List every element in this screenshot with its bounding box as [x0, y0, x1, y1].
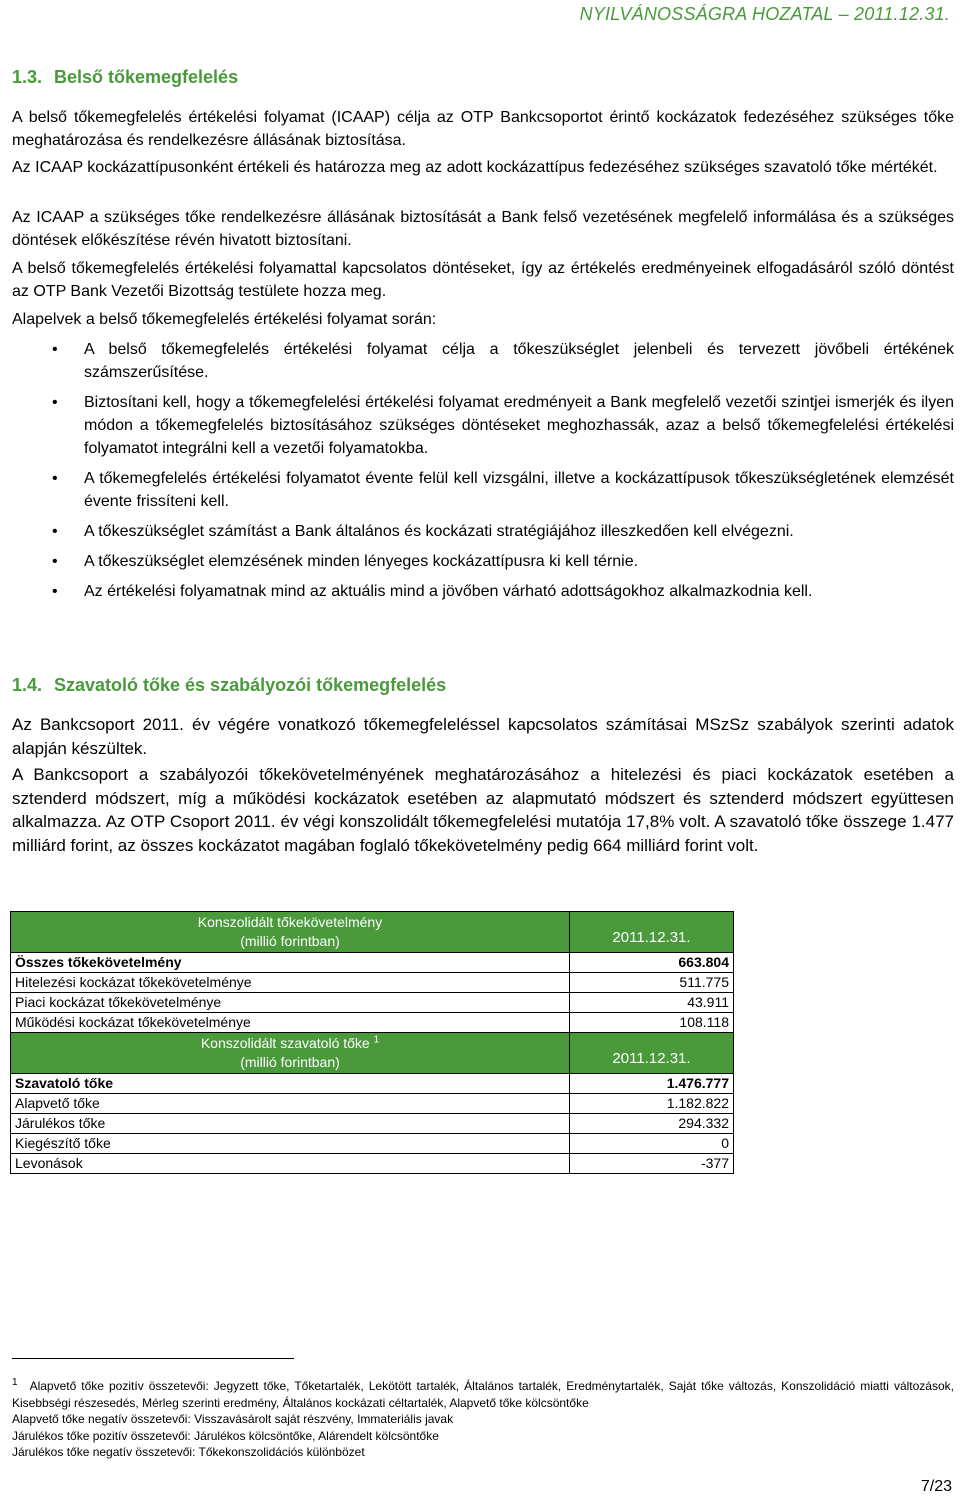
table-row: [11, 953, 734, 973]
section-number: 1.3.: [12, 67, 43, 87]
row-label: Levonások: [11, 1154, 570, 1174]
header-line: Konszolidált tőkekövetelmény: [197, 914, 383, 930]
row-value: 108.118: [570, 1013, 734, 1033]
section-title: Belső tőkemegfelelés: [54, 67, 239, 87]
row-label: Összes tőkekövetelmény: [11, 953, 570, 973]
footnote-line: Járulékos tőke negatív összetevői: Tőkekonszolidációs különbözet: [12, 1445, 365, 1459]
row-label: Piaci kockázat tőkekövetelménye: [11, 993, 570, 1013]
table-row: [11, 973, 734, 993]
table-row: [11, 1134, 734, 1154]
header-line: (millió forintban): [240, 1054, 340, 1070]
table-header-date: 2011.12.31.: [570, 1033, 734, 1074]
table-row: [11, 993, 734, 1013]
footnote-marker: 1: [12, 1377, 18, 1388]
page-number: 7/23: [920, 1478, 952, 1495]
paragraph: A belső tőkemegfelelés értékelési folyamattal kapcsolatos döntéseket, így az értékelés eredményeinek elfogadásáról szóló döntést az OTP Bank Vezetői Bizottság testülete hozza meg.: [12, 260, 954, 300]
section-heading-1-3: [12, 67, 238, 88]
paragraph: Az Bankcsoport 2011. év végére vonatkozó tőkemegfeleléssel kapcsolatos számításai MSzSz szabályok szerinti adatok alapján készültek.: [12, 715, 954, 758]
list-item: • Az értékelési folyamatnak mind az aktuális mind a jövőben várható adottságokhoz alkalmazkodnia kell.: [12, 580, 954, 603]
footnote-ref: 1: [373, 1034, 380, 1046]
row-label: Hitelezési kockázat tőkekövetelménye: [11, 973, 570, 993]
footnote-text: Alapvető tőke pozitív összetevői: Jegyzett tőke, Tőketartalék, Lekötött tartalék, Általános tartalék, Eredménytartalék, Saját tőke változás, Konszolidáció miatti változások, Kisebbségi részesedés, Mérleg szerinti eredmény, Általános kockázati céltartalék, Alapvető tőke kölcsöntőke: [12, 1379, 954, 1410]
row-value: -377: [570, 1154, 734, 1174]
footnote-line: Járulékos tőke pozitív összetevői: Járulékos kölcsöntőke, Alárendelt kölcsöntőke: [12, 1428, 439, 1443]
footnote-separator: [12, 1358, 294, 1359]
row-value: 0: [570, 1134, 734, 1154]
section-number: 1.4.: [12, 675, 43, 695]
row-value: 43.911: [570, 993, 734, 1013]
row-label: Szavatoló tőke: [11, 1074, 570, 1094]
own-funds-table: [10, 1032, 734, 1174]
footnote-line: [12, 1378, 954, 1411]
row-label: Kiegészítő tőke: [11, 1134, 570, 1154]
list-item: • A belső tőkemegfelelés értékelési folyamat célja a tőkeszükséglet jelenbeli és tervezett jövőbeli értékének számszerűsítése.: [12, 338, 954, 384]
row-value: 511.775: [570, 973, 734, 993]
table-header-row: [11, 912, 734, 953]
running-header: NYILVÁNOSSÁGRA HOZATAL – 2011.12.31.: [579, 4, 950, 24]
list-item: • A tőkeszükséglet számítást a Bank általános és kockázati stratégiájához illeszkedően kell elvégezni.: [12, 520, 954, 543]
list-item: • Biztosítani kell, hogy a tőkemegfelelési értékelési folyamat eredményeit a Bank megfelelő vezetői szintjei ismerjék és ilyen módon a tőkemegfelelés biztosításához szükséges döntéseket meghozhassák, azaz a belső tőkemegfelelési értékelési folyamatot integrálni kell a vezetői folyamatokba.: [12, 391, 954, 460]
header-line: Konszolidált szavatoló tőke: [200, 1035, 370, 1051]
row-value: 1.476.777: [570, 1074, 734, 1094]
list-item: • A tőkemegfelelés értékelési folyamatot évente felül kell vizsgálni, illetve a kockázattípusok tőkeszükségletének elemzését évente frissíteni kell.: [12, 467, 954, 513]
section-heading-1-4: [12, 675, 446, 696]
table-header-label: [11, 1033, 570, 1074]
table-header-row: [11, 1033, 734, 1074]
table-row: [11, 1154, 734, 1174]
principles-list: [12, 338, 954, 610]
table-row: [11, 1094, 734, 1114]
table-header-label: [11, 912, 570, 953]
row-label: Járulékos tőke: [11, 1114, 570, 1134]
footnote: [12, 1378, 954, 1461]
table-row: [11, 1114, 734, 1134]
row-value: 1.182.822: [570, 1094, 734, 1114]
footnote-line: Alapvető tőke negatív összetevői: Visszavásárolt saját részvény, Immateriális javak: [12, 1412, 454, 1426]
paragraph: Az ICAAP kockázattípusonként értékeli és határozza meg az adott kockázattípus fedezéséhez szükséges szavatoló tőke mértékét.: [12, 159, 938, 176]
row-value: 663.804: [570, 953, 734, 973]
row-value: 294.332: [570, 1114, 734, 1134]
capital-requirement-table: [10, 911, 734, 1033]
row-label: Működési kockázat tőkekövetelménye: [11, 1013, 570, 1033]
list-item: • A tőkeszükséglet elemzésének minden lényeges kockázattípusra ki kell térnie.: [12, 550, 954, 573]
paragraph: Alapelvek a belső tőkemegfelelés értékelési folyamat során:: [12, 311, 437, 328]
paragraph: A Bankcsoport a szabályozói tőkekövetelményének meghatározásához a hitelezési és piaci kockázatok esetében a sztenderd módszert, míg a működési kockázatok esetében az alapmutató módszert és sztenderd módszert együttesen alkalmazza. Az OTP Csoport 2011. év végi konszolidált tőkemegfelelési mutatója 17,8% volt. A szavatoló tőke összege 1.477 milliárd forint, az összes kockázatot magában foglaló tőkekövetelmény pedig 664 milliárd forint volt.: [12, 765, 954, 855]
table-row: [11, 1074, 734, 1094]
paragraph: A belső tőkemegfelelés értékelési folyamat (ICAAP) célja az OTP Bankcsoportot érintő kockázatok fedezéséhez szükséges tőke meghatározása és rendelkezésre állásának biztosítása.: [12, 109, 954, 149]
section-title: Szavatoló tőke és szabályozói tőkemegfelelés: [54, 675, 447, 695]
table-header-date: 2011.12.31.: [570, 912, 734, 953]
row-label: Alapvető tőke: [11, 1094, 570, 1114]
header-line: (millió forintban): [240, 933, 340, 949]
paragraph: Az ICAAP a szükséges tőke rendelkezésre állásának biztosítását a Bank felső vezetésének megfelelő informálása és a szükséges döntések előkészítése révén hivatott biztosítani.: [12, 209, 954, 249]
table-row: [11, 1013, 734, 1033]
